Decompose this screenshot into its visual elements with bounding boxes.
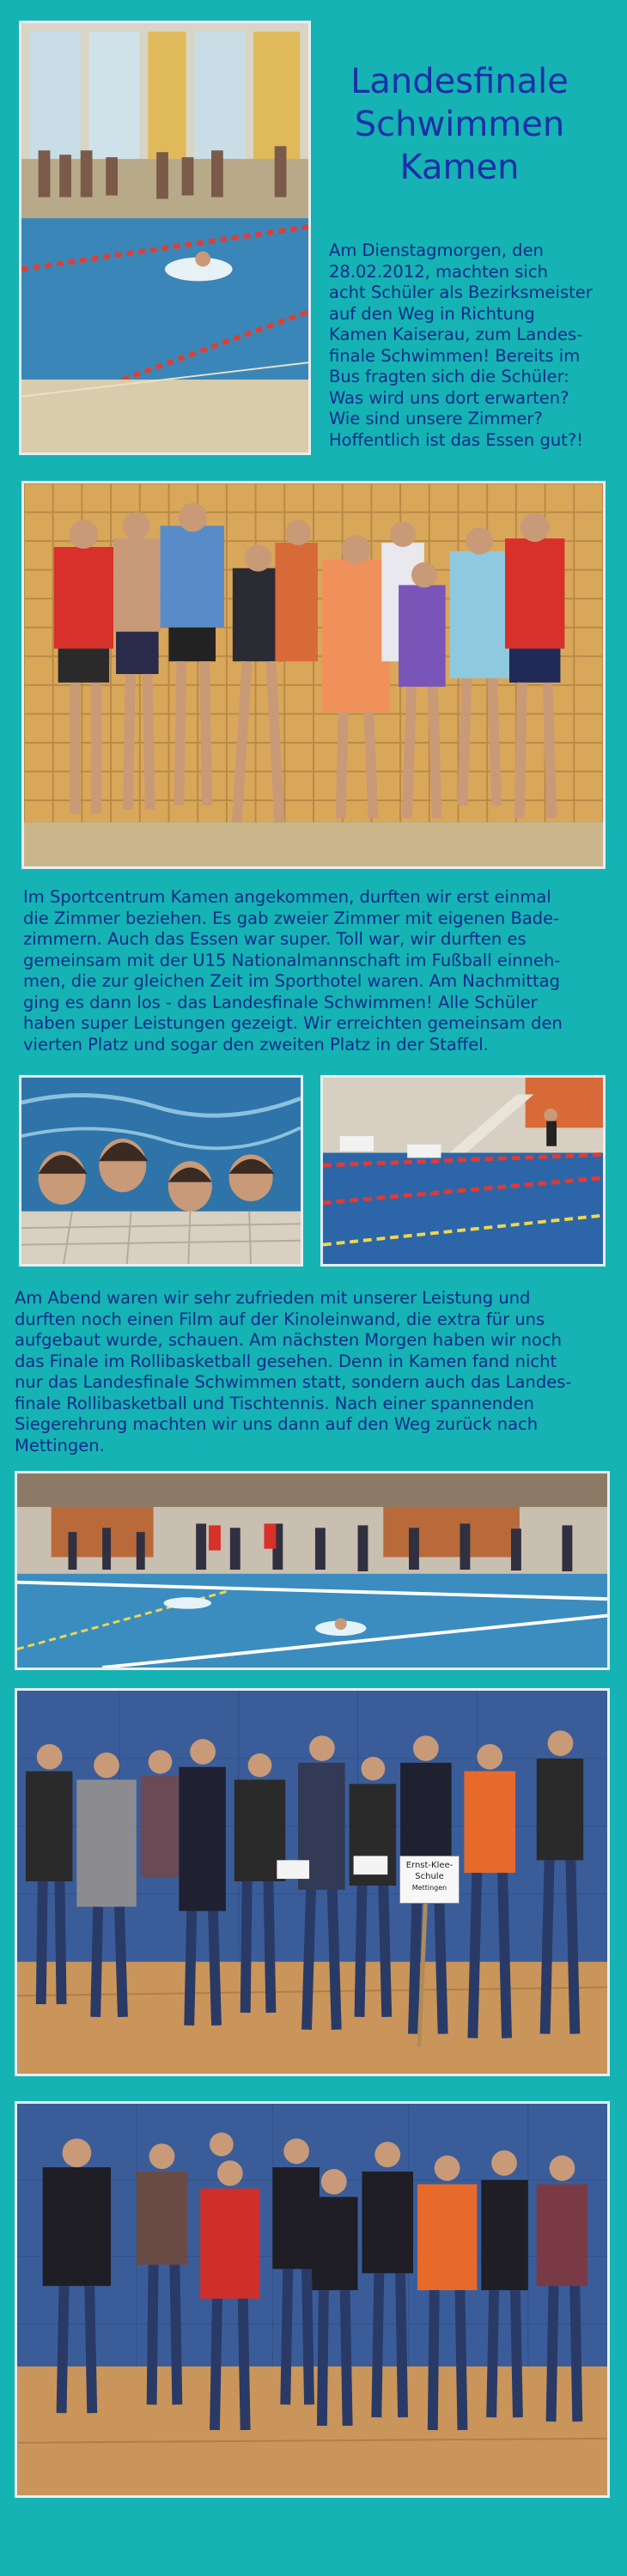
photo-award-ceremony [15,1688,610,2076]
evening-line: aufgebaut wurde, schauen. Am nächsten Morgen haben wir noch [15,1330,562,1350]
photo-group-medals [15,2101,610,2498]
arrival-line: gemeinsam mit der U15 Nationalmannschaft im Fußball einneh- [23,950,561,970]
arrival-line: ging es dann los - das Landesfinale Schwimmen! Alle Schüler [23,992,538,1012]
school-sign [399,1856,460,1904]
photo-pool-hall [15,1471,610,1670]
intro-line: acht Schüler als Bezirksmeister [329,283,593,302]
evening-line: nur das Landesfinale Schwimmen statt, sondern auch das Landes- [15,1372,572,1392]
evening-line: das Finale im Rollibasketball gesehen. Denn in Kamen fand nicht [15,1351,557,1371]
intro-line: Was wird uns dort erwarten? [329,387,569,408]
intro-line: Bus fragten sich die Schüler: [329,367,569,386]
arrival-line: men, die zur gleichen Zeit im Sporthotel waren. Am Nachmittag [23,971,560,991]
arrival-paragraph [23,887,563,1055]
evening-line: Siegerehrung machten wir uns dann auf den Weg zurück nach [15,1414,539,1434]
intro-line: finale Schwimmen! Bereits im [329,345,581,366]
arrival-line: die Zimmer beziehen. Es gab zweier Zimmer mit eigenen Bade- [23,908,560,928]
intro-line: 28.02.2012, machten sich [329,261,548,282]
photo-pool-lanes [320,1075,606,1267]
intro-line: Hoffentlich ist das Essen gut?! [329,429,583,450]
arrival-line: zimmern. Auch das Essen war super. Toll war, wir durften es [23,929,527,949]
page-title [322,60,597,189]
photo-team-group [21,481,606,869]
arrival-line: haben super Leistungen gezeigt. Wir erreichten gemeinsam den [23,1013,563,1033]
arrival-line: Im Sportcentrum Kamen angekommen, durften wir erst einmal [23,887,551,907]
evening-line: Mettingen. [15,1435,105,1455]
sign-line-2: Schule [415,1872,444,1881]
arrival-line: vierten Platz und sogar den zweiten Platz in der Staffel. [23,1034,489,1054]
intro-line: Wie sind unsere Zimmer? [329,409,543,428]
evening-paragraph [15,1288,571,1456]
intro-line: auf den Weg in Richtung [329,303,535,324]
intro-line: Am Dienstagmorgen, den [329,240,544,260]
photo-swimmer-pool [19,21,311,455]
evening-line: durften noch einen Film auf der Kinoleinwand, die extra für uns [15,1309,545,1329]
intro-line: Kamen Kaiserau, zum Landes- [329,325,583,344]
title-line-3: Kamen [399,148,520,187]
sign-line-3: Mettingen [411,1884,447,1892]
title-line-1: Landesfinale [350,62,569,101]
evening-line: Am Abend waren wir sehr zufrieden mit unserer Leistung und [15,1288,531,1308]
photo-girls-pool-edge [19,1075,303,1267]
evening-line: finale Rollibasketball und Tischtennis. Nach einer spannenden [15,1393,534,1413]
title-line-2: Schwimmen [354,105,565,144]
sign-line-1: Ernst-Klee- [405,1861,454,1870]
intro-paragraph [329,240,593,451]
